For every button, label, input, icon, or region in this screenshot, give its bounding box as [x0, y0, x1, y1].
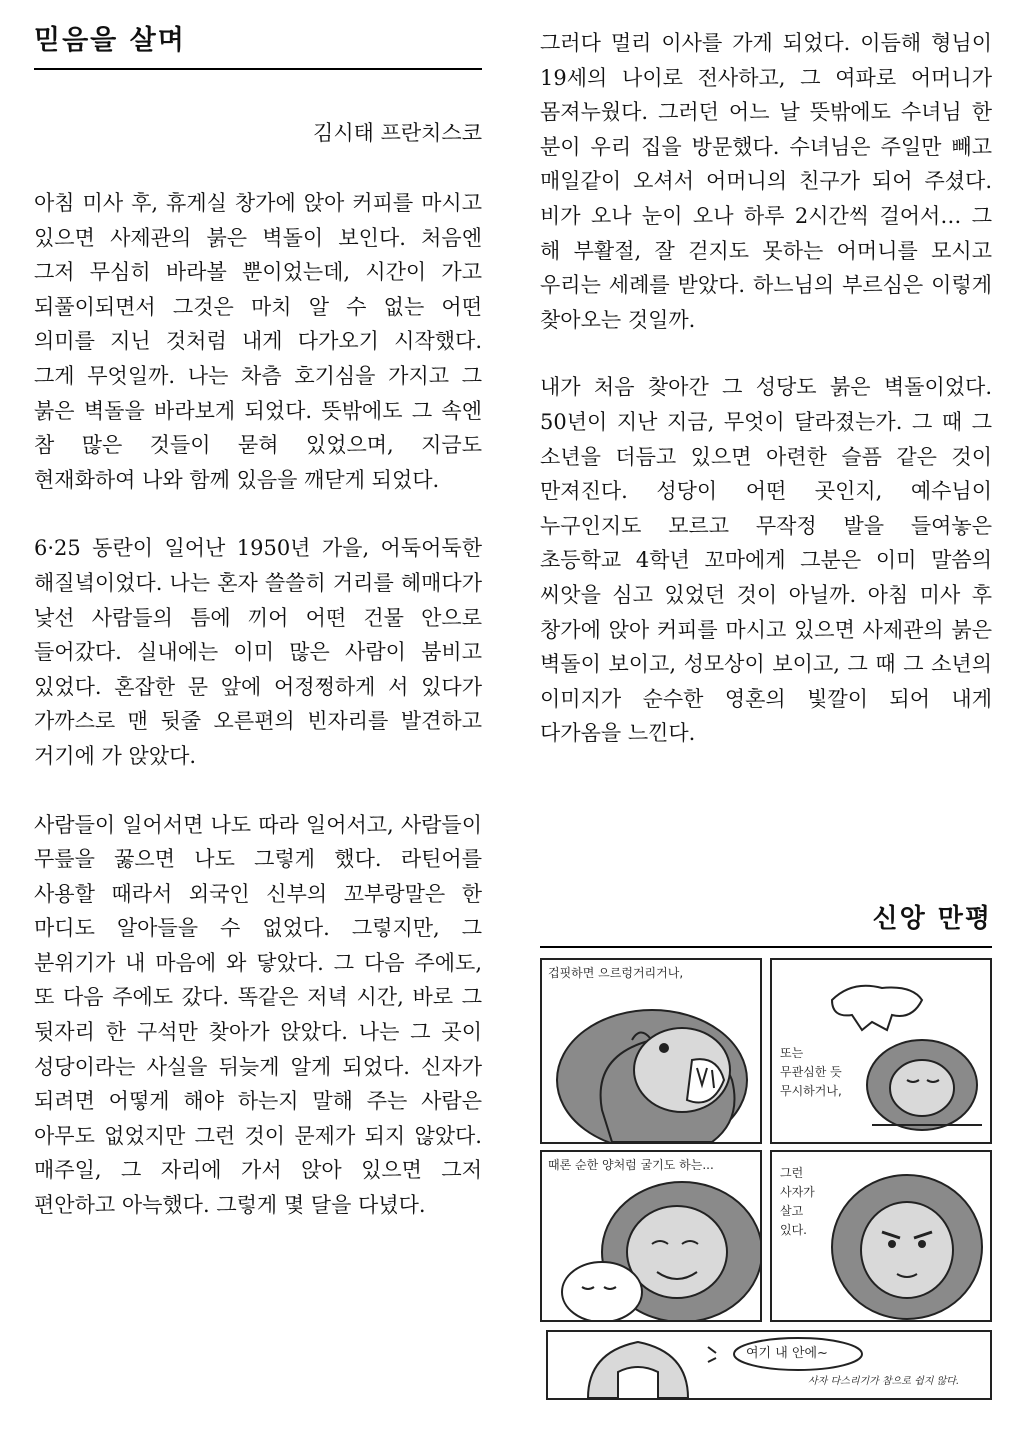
- panel-5-bubble: 여기 내 안에~: [746, 1346, 828, 1361]
- comic-panel-5: [546, 1330, 992, 1400]
- comic-strip: [540, 958, 992, 1406]
- paragraph-4: 그러다 멀리 이사를 가게 되었다. 이듬해 형님이 19세의 나이로 전사하고, 그 여파로 어머니가 몸져누웠다. 그러던 어느 날 뜻밖에도 수녀님 한 분이 우리 집을 방문했다. 수녀님은 주일만 빼고 매일같이 오셔서 어머니의 친구가 되어 주셨다. 비가 오나 눈이 오나 하루 2시간씩 걸어서… 그 해 부활절, 잘 걷지도 못하는 어머니를 모시고 우리는 세례를 받았다. 하느님의 부르심은 이렇게 찾아오는 것일까.: [540, 31, 992, 332]
- article-author: 김시태 프란치스코: [313, 121, 482, 145]
- panel-3-caption: 때론 순한 양처럼 굴기도 하는...: [548, 1158, 714, 1172]
- paragraph-2: 6·25 동란이 일어난 1950년 가을, 어둑어둑한 해질녘이었다. 나는 혼자 쓸쓸히 거리를 헤매다가 낯선 사람들의 틈에 끼어 어떤 건물 안으로 들어갔다. 실내에는 이미 많은 사람이 붐비고 있었다. 혼잡한 문 앞에 어정쩡하게 서 있다가 가까스로 맨 뒷줄 오른편의 빈자리를 발견하고 거기에 가 앉았다.: [34, 536, 482, 768]
- gentle-lion-drawing: [542, 1152, 760, 1320]
- comic-title: 신앙 만평: [540, 902, 992, 948]
- comic-panel-2: [770, 958, 992, 1144]
- comic-panel-3: [540, 1150, 762, 1322]
- comic-panel-1: [540, 958, 762, 1144]
- right-column: [540, 24, 992, 784]
- left-column: [34, 24, 482, 1257]
- article-title: 믿음을 살며: [34, 24, 482, 70]
- paragraph-1: 아침 미사 후, 휴게실 창가에 앉아 커피를 마시고 있으면 사제관의 붉은 벽돌이 보인다. 처음엔 그저 무심히 바라볼 뿐이었는데, 시간이 가고 되풀이되면서 그것은 마치 알 수 없는 어떤 의미를 지닌 것처럼 내게 다가오기 시작했다. 그게 무엇일까. 나는 차츰 호기심을 가지고 그 붉은 벽돌을 바라보게 되었다. 뜻밖에도 그 속엔 참 많은 것들이 묻혀 있었으며, 지금도 현재화하여 나와 함께 있음을 깨닫게 되었다.: [34, 191, 482, 492]
- roaring-lion-drawing: [542, 960, 760, 1142]
- panel-1-caption: 겁핏하면 으르렁거리거나,: [548, 966, 684, 980]
- panel-4-caption: 그런 사자가 살고 있다.: [780, 1166, 815, 1237]
- panel-5-note: 사자 다스리기가 참으로 쉽지 않다.: [808, 1376, 960, 1387]
- comic-panel-4: [770, 1150, 992, 1322]
- paragraph-5: 내가 처음 찾아간 그 성당도 붉은 벽돌이었다. 50년이 지난 지금, 무엇이 달라졌는가. 그 때 그 소년을 더듬고 있으면 아련한 슬픔 같은 것이 만져진다. 성당이 어떤 곳인지, 예수님이 누구인지도 모르고 무작정 발을 들여놓은 초등학교 4학년 꼬마에게 그분은 이미 말씀의 씨앗을 심고 있었던 것이 아닐까. 아침 미사 후 창가에 앉아 커피를 마시고 있으면 사제관의 붉은 벽돌이 보이고, 성모상이 보이고, 그 때 그 소년의 이미지가 순수한 영혼의 빛깔이 되어 내게 다가옴을 느낀다.: [540, 375, 992, 746]
- panel-2-caption: 또는 무관심한 듯 무시하거나,: [780, 1046, 842, 1098]
- paragraph-3: 사람들이 일어서면 나도 따라 일어서고, 사람들이 무릎을 꿇으면 나도 그렇게 했다. 라틴어를 사용할 때라서 외국인 신부의 꼬부랑말은 한 마디도 알아들을 수 없었다. 그렇지만, 그 분위기가 내 마음에 와 닿았다. 그 다음 주에도, 또 다음 주에도 갔다. 똑같은 저녁 시간, 바로 그 뒷자리 한 구석만 찾아가 앉았다. 나는 그 곳이 성당이라는 사실을 뒤늦게 알게 되었다. 신자가 되려면 어떻게 해야 하는지 말해 주는 사람은 아무도 없었지만 그런 것이 문제가 되지 않았다. 매주일, 그 자리에 가서 앉아 있으면 그저 편안하고 아늑했다. 그렇게 몇 달을 다녔다.: [34, 812, 482, 1218]
